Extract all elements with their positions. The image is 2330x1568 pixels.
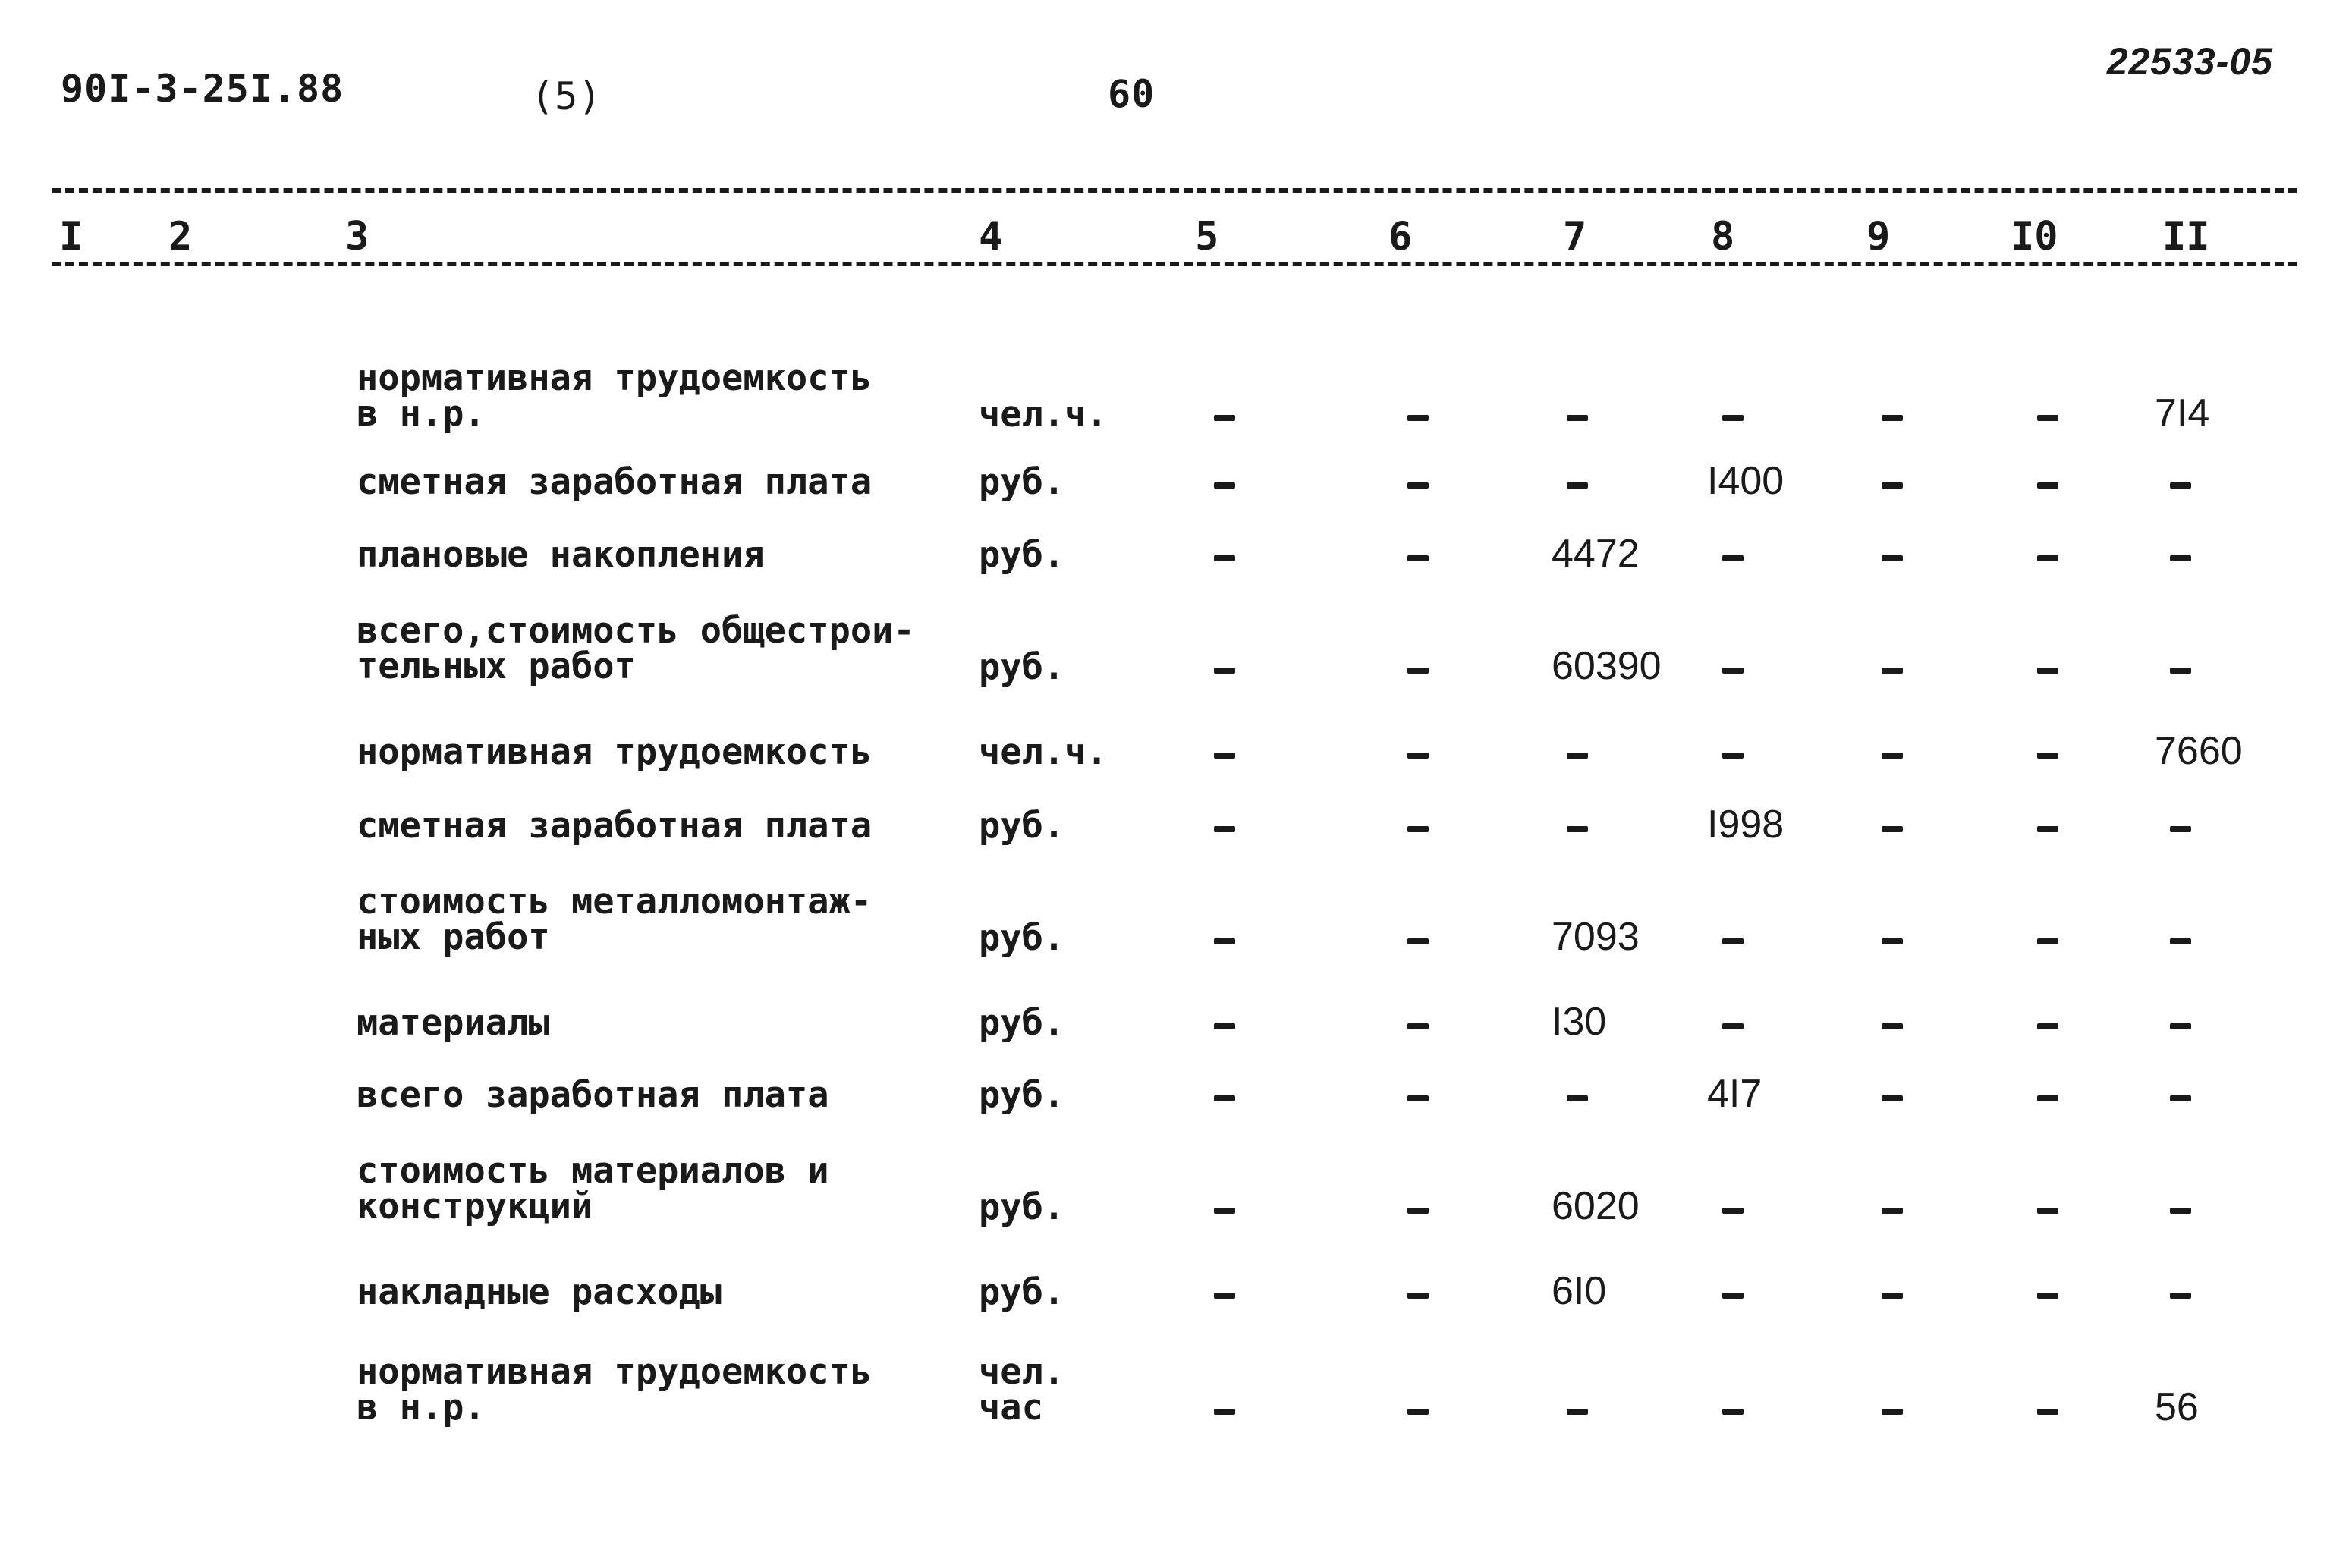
value-dash-col-10 [2037, 1023, 2058, 1029]
value-dash-col-5 [1214, 1095, 1235, 1101]
value-col-7: 6I0 [1552, 1269, 1607, 1313]
value-col-7: 60390 [1552, 644, 1662, 688]
value-col-11: 7660 [2155, 729, 2243, 773]
row-unit: руб. [979, 646, 1065, 688]
sheet-number: (5) [531, 74, 602, 118]
value-dash-col-6 [1407, 668, 1429, 674]
row-description: всего,стоимость общестрои- тельных работ [357, 610, 915, 687]
value-col-11: 7I4 [2155, 391, 2210, 435]
column-number-5: 5 [1195, 214, 1219, 259]
value-dash-col-9 [1882, 1023, 1903, 1029]
value-dash-col-9 [1882, 415, 1903, 421]
value-dash-col-6 [1407, 1409, 1429, 1415]
header-rule-top [52, 188, 2297, 193]
row-unit: руб. [979, 805, 1065, 847]
column-number-4: 4 [979, 214, 1003, 259]
value-dash-col-9 [1882, 1208, 1903, 1214]
value-dash-col-10 [2037, 668, 2058, 674]
value-dash-col-6 [1407, 826, 1429, 832]
column-number-7: 7 [1563, 214, 1587, 259]
value-dash-col-11 [2170, 1208, 2191, 1214]
inventory-stamp: 22533-05 [2106, 40, 2273, 83]
value-dash-col-11 [2170, 1023, 2191, 1029]
row-description: нормативная трудоемкость в н.р. [357, 1351, 873, 1428]
row-description: всего заработная плата [357, 1074, 829, 1116]
value-dash-col-5 [1214, 1023, 1235, 1029]
value-col-7: 7093 [1552, 915, 1640, 959]
document-code: 90I-3-25I.88 [61, 67, 344, 111]
value-dash-col-9 [1882, 1095, 1903, 1101]
value-col-11: 56 [2155, 1385, 2199, 1429]
header-rule-bottom [52, 262, 2297, 266]
column-number-3: 3 [345, 214, 369, 259]
value-col-7: 6020 [1552, 1184, 1640, 1228]
column-number-9: 9 [1866, 214, 1891, 259]
value-dash-col-9 [1882, 668, 1903, 674]
row-description: нормативная трудоемкость [357, 731, 873, 773]
column-number-6: 6 [1388, 214, 1413, 259]
row-description: накладные расходы [357, 1271, 722, 1313]
row-unit: руб. [979, 461, 1065, 503]
row-description: стоимость материалов и конструкций [357, 1150, 829, 1227]
value-dash-col-5 [1214, 1293, 1235, 1299]
value-dash-col-11 [2170, 482, 2191, 489]
row-unit: руб. [979, 1186, 1065, 1228]
row-unit: руб. [979, 534, 1065, 576]
value-dash-col-5 [1214, 1208, 1235, 1214]
value-dash-col-8 [1722, 1409, 1744, 1415]
row-unit: чел. час [979, 1351, 1065, 1428]
value-dash-col-8 [1722, 753, 1744, 759]
value-dash-col-10 [2037, 482, 2058, 489]
value-dash-col-11 [2170, 938, 2191, 944]
row-description: материалы [357, 1002, 550, 1044]
row-description: сметная заработная плата [357, 461, 873, 503]
value-dash-col-9 [1882, 1409, 1903, 1415]
value-dash-col-9 [1882, 555, 1903, 561]
value-dash-col-7 [1567, 415, 1588, 421]
value-dash-col-9 [1882, 753, 1903, 759]
value-dash-col-10 [2037, 826, 2058, 832]
value-dash-col-7 [1567, 826, 1588, 832]
page-number: 60 [1108, 72, 1156, 116]
value-dash-col-6 [1407, 415, 1429, 421]
value-dash-col-6 [1407, 753, 1429, 759]
value-dash-col-10 [2037, 415, 2058, 421]
row-description: стоимость металломонтаж- ных работ [357, 881, 873, 958]
value-dash-col-10 [2037, 555, 2058, 561]
value-col-7: 4472 [1552, 532, 1640, 576]
column-number-8: 8 [1711, 214, 1735, 259]
row-unit: чел.ч. [979, 394, 1108, 435]
value-dash-col-8 [1722, 668, 1744, 674]
value-dash-col-5 [1214, 415, 1235, 421]
value-dash-col-5 [1214, 555, 1235, 561]
value-col-8: 4I7 [1707, 1072, 1762, 1116]
row-unit: руб. [979, 1271, 1065, 1313]
value-dash-col-8 [1722, 415, 1744, 421]
value-dash-col-5 [1214, 668, 1235, 674]
row-unit: руб. [979, 1002, 1065, 1044]
row-unit: руб. [979, 1074, 1065, 1116]
row-unit: руб. [979, 917, 1065, 959]
row-description: нормативная трудоемкость в н.р. [357, 357, 873, 435]
value-dash-col-9 [1882, 826, 1903, 832]
row-description: плановые накопления [357, 534, 765, 576]
value-dash-col-9 [1882, 482, 1903, 489]
value-dash-col-7 [1567, 1409, 1588, 1415]
value-dash-col-11 [2170, 555, 2191, 561]
value-dash-col-11 [2170, 1095, 2191, 1101]
value-dash-col-7 [1567, 753, 1588, 759]
value-dash-col-8 [1722, 555, 1744, 561]
value-dash-col-5 [1214, 826, 1235, 832]
value-dash-col-8 [1722, 1023, 1744, 1029]
value-dash-col-10 [2037, 753, 2058, 759]
value-dash-col-6 [1407, 938, 1429, 944]
row-unit: чел.ч. [979, 731, 1108, 773]
value-dash-col-9 [1882, 938, 1903, 944]
value-dash-col-7 [1567, 1095, 1588, 1101]
value-dash-col-10 [2037, 1293, 2058, 1299]
column-number-10: I0 [2011, 214, 2058, 259]
value-dash-col-10 [2037, 1095, 2058, 1101]
value-dash-col-8 [1722, 938, 1744, 944]
value-dash-col-11 [2170, 1293, 2191, 1299]
value-dash-col-5 [1214, 482, 1235, 489]
value-dash-col-11 [2170, 668, 2191, 674]
value-dash-col-9 [1882, 1293, 1903, 1299]
value-dash-col-10 [2037, 1409, 2058, 1415]
value-dash-col-5 [1214, 1409, 1235, 1415]
column-number-1: I [59, 214, 83, 259]
value-dash-col-10 [2037, 938, 2058, 944]
value-dash-col-6 [1407, 1023, 1429, 1029]
value-col-7: I30 [1552, 1000, 1607, 1044]
value-dash-col-11 [2170, 826, 2191, 832]
value-dash-col-10 [2037, 1208, 2058, 1214]
value-dash-col-5 [1214, 938, 1235, 944]
value-col-8: I400 [1707, 459, 1784, 503]
row-description: сметная заработная плата [357, 805, 873, 847]
value-dash-col-6 [1407, 1208, 1429, 1214]
value-dash-col-6 [1407, 1293, 1429, 1299]
value-dash-col-5 [1214, 753, 1235, 759]
value-dash-col-6 [1407, 1095, 1429, 1101]
value-dash-col-6 [1407, 555, 1429, 561]
column-number-11: II [2162, 214, 2210, 259]
value-dash-col-6 [1407, 482, 1429, 489]
value-dash-col-8 [1722, 1293, 1744, 1299]
column-number-2: 2 [168, 214, 193, 259]
value-col-8: I998 [1707, 803, 1784, 847]
value-dash-col-7 [1567, 482, 1588, 489]
value-dash-col-8 [1722, 1208, 1744, 1214]
